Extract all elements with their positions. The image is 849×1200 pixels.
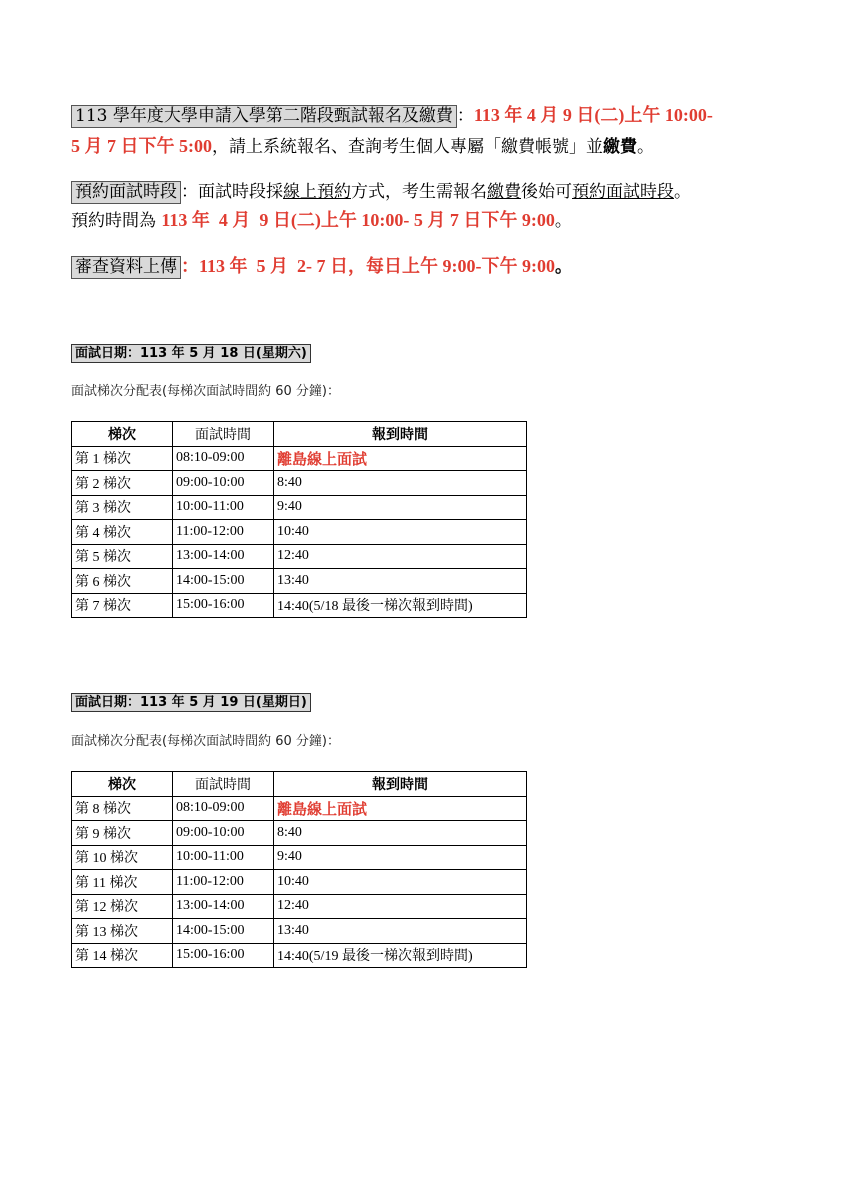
batch-cell: 第 4 梯次 (72, 520, 173, 545)
header-checkin-time: 報到時間 (274, 422, 527, 447)
header-interview-time: 面試時間 (173, 772, 274, 797)
booking-line2-prefix: 預約時間為 (71, 211, 162, 231)
batch-cell: 第 11 梯次 (72, 870, 173, 895)
time-cell: 10:00-11:00 (173, 845, 274, 870)
checkin-cell: 9:40 (274, 495, 527, 520)
table-row (72, 544, 527, 569)
header-checkin-time: 報到時間 (274, 772, 527, 797)
time-cell: 13:00-14:00 (173, 894, 274, 919)
time-cell: 11:00-12:00 (173, 520, 274, 545)
time-cell: 09:00-10:00 (173, 471, 274, 496)
batch-cell: 第 2 梯次 (72, 471, 173, 496)
table-row (72, 894, 527, 919)
registration-period-line2: 5 月 7 日下午 5:00 (71, 136, 212, 156)
registration-end: 。 (637, 137, 654, 157)
booking-text-a: ：面試時段採 (181, 182, 283, 202)
checkin-cell: 12:40 (274, 544, 527, 569)
table-row (72, 520, 527, 545)
day2-schedule-table (71, 771, 527, 968)
time-cell: 09:00-10:00 (173, 821, 274, 846)
checkin-cell: 8:40 (274, 471, 527, 496)
upload-label: 審查資料上傳 (71, 256, 181, 279)
batch-cell: 第 10 梯次 (72, 845, 173, 870)
batch-cell: 第 14 梯次 (72, 943, 173, 968)
table-row (72, 593, 527, 618)
day1-note: 面試梯次分配表(每梯次面試時間約 60 分鐘)： (71, 384, 340, 399)
header-batch: 梯次 (72, 422, 173, 447)
registration-pay: 繳費 (603, 137, 637, 157)
time-cell: 14:00-15:00 (173, 569, 274, 594)
batch-cell: 第 1 梯次 (72, 446, 173, 471)
time-cell: 10:00-11:00 (173, 495, 274, 520)
registration-paragraph (71, 105, 811, 156)
upload-period: ：113 年 5 月 2- 7 日，每日上午 9:00-下午 9:00 (181, 256, 555, 276)
upload-paragraph (71, 256, 811, 279)
booking-paragraph (71, 181, 811, 230)
table-row (72, 870, 527, 895)
booking-slot: 預約面試時段 (572, 182, 674, 202)
table-row (72, 821, 527, 846)
batch-cell: 第 9 梯次 (72, 821, 173, 846)
booking-text-e: 後始可 (521, 182, 572, 202)
registration-label: 113 學年度大學申請入學第二階段甄試報名及繳費 (71, 105, 457, 128)
checkin-cell: 10:40 (274, 520, 527, 545)
batch-cell: 第 7 梯次 (72, 593, 173, 618)
time-cell: 14:00-15:00 (173, 919, 274, 944)
time-cell: 08:10-09:00 (173, 446, 274, 471)
checkin-cell: 10:40 (274, 870, 527, 895)
registration-colon: ： (456, 106, 474, 126)
checkin-cell: 8:40 (274, 821, 527, 846)
table-row (72, 569, 527, 594)
header-batch: 梯次 (72, 772, 173, 797)
batch-cell: 第 8 梯次 (72, 796, 173, 821)
table-row (72, 471, 527, 496)
checkin-cell: 13:40 (274, 569, 527, 594)
day2-note: 面試梯次分配表(每梯次面試時間約 60 分鐘)： (71, 734, 340, 749)
registration-tail: ，請上系統報名、查詢考生個人專屬「繳費帳號」並 (212, 137, 603, 157)
checkin-cell: 13:40 (274, 919, 527, 944)
time-cell: 15:00-16:00 (173, 593, 274, 618)
time-cell: 13:00-14:00 (173, 544, 274, 569)
booking-online: 線上預約 (283, 182, 351, 202)
day1-schedule-table (71, 421, 527, 618)
checkin-cell: 14:40(5/19 最後一梯次報到時間) (274, 943, 527, 968)
time-cell: 08:10-09:00 (173, 796, 274, 821)
booking-text-g: 。 (674, 182, 691, 202)
table-row (72, 845, 527, 870)
upload-suffix: 。 (554, 257, 572, 277)
booking-label: 預約面試時段 (71, 181, 181, 204)
table-row (72, 919, 527, 944)
batch-cell: 第 13 梯次 (72, 919, 173, 944)
time-cell: 11:00-12:00 (173, 870, 274, 895)
booking-text-c: 方式，考生需報名 (351, 182, 487, 202)
batch-cell: 第 5 梯次 (72, 544, 173, 569)
header-interview-time: 面試時間 (173, 422, 274, 447)
table-row (72, 495, 527, 520)
checkin-cell: 9:40 (274, 845, 527, 870)
checkin-cell: 離島線上面試 (274, 796, 527, 821)
table-row (72, 796, 527, 821)
day2-date-label: 面試日期：113 年 5 月 19 日(星期日) (71, 693, 311, 712)
day1-date-label: 面試日期：113 年 5 月 18 日(星期六) (71, 344, 311, 363)
booking-line2-period: 113 年 4 月 9 日(二)上午 10:00- 5 月 7 日下午 9:00 (161, 210, 555, 230)
batch-cell: 第 12 梯次 (72, 894, 173, 919)
booking-pay: 繳費 (487, 182, 521, 202)
batch-cell: 第 6 梯次 (72, 569, 173, 594)
table-header-row (72, 772, 527, 797)
table-row (72, 446, 527, 471)
table-header-row (72, 422, 527, 447)
checkin-cell: 14:40(5/18 最後一梯次報到時間) (274, 593, 527, 618)
checkin-cell: 12:40 (274, 894, 527, 919)
table-row (72, 943, 527, 968)
booking-line2-suffix: 。 (554, 211, 572, 231)
registration-period-line1: 113 年 4 月 9 日(二)上午 10:00- (473, 105, 713, 125)
batch-cell: 第 3 梯次 (72, 495, 173, 520)
time-cell: 15:00-16:00 (173, 943, 274, 968)
checkin-cell: 離島線上面試 (274, 446, 527, 471)
